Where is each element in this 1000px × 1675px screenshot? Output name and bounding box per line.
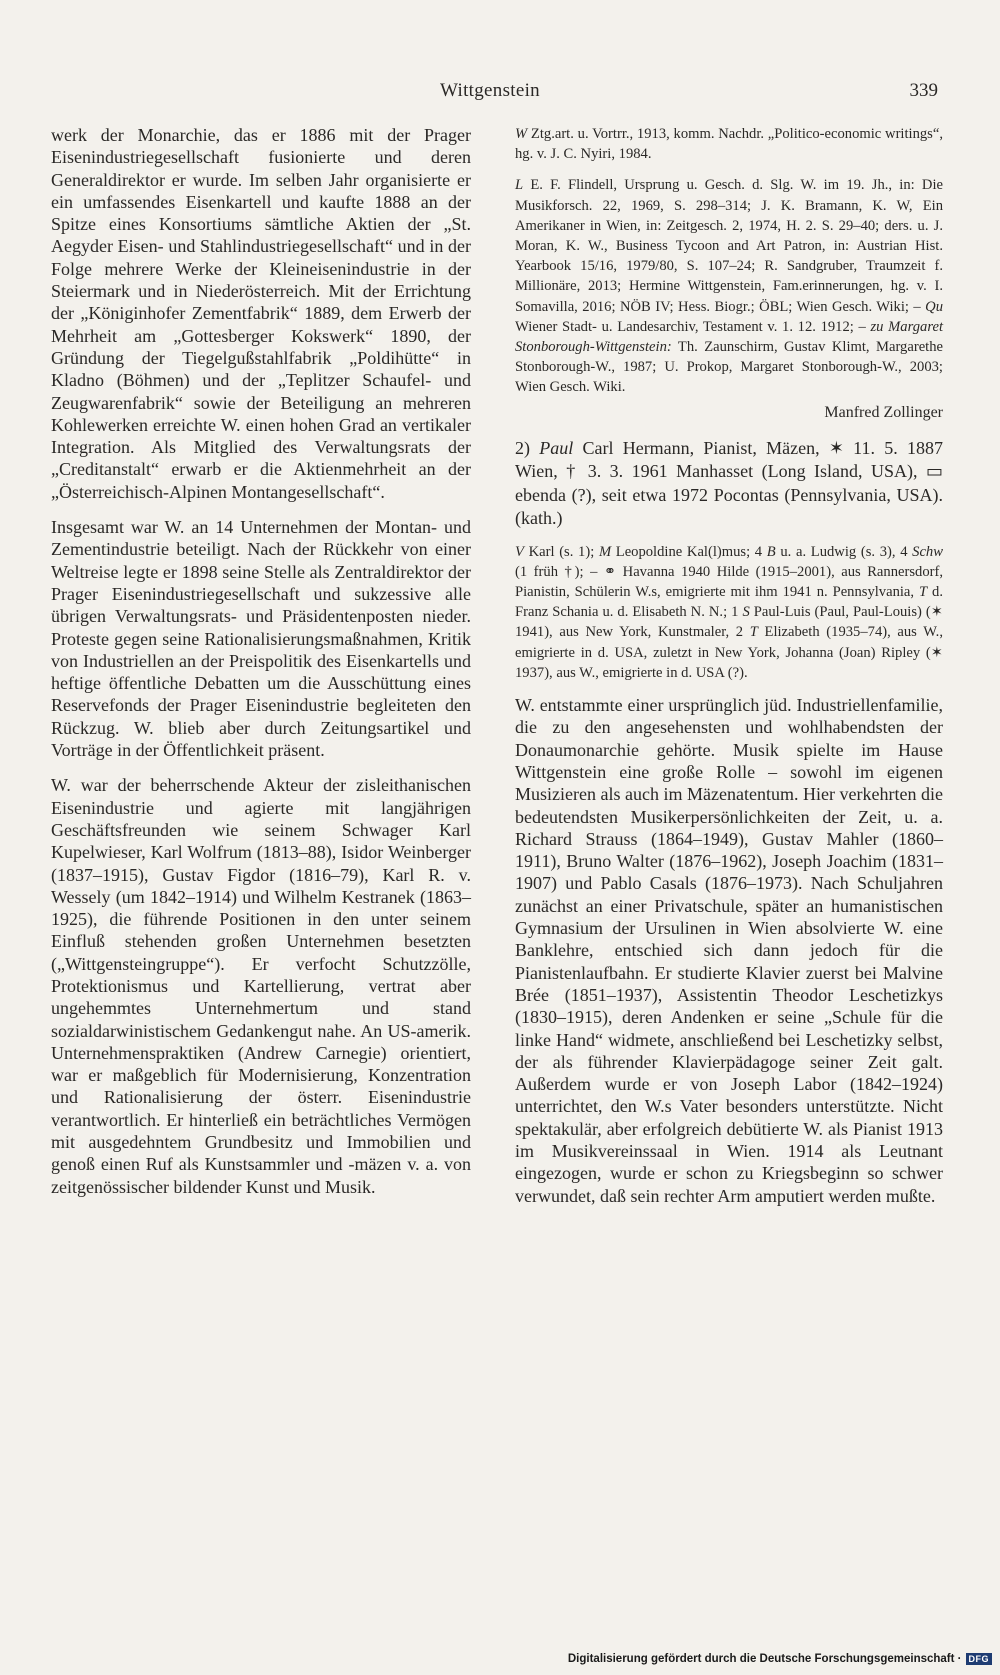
genealogy-text: (1 früh †); – ⚭ Havanna 1940 Hilde (1915–2001), aus Rannersdorf, Pianistin, Schülerin W.s, emigrierte mit ihm 1941 n. Pennsylvania, (515, 563, 943, 601)
page-number: 339 (909, 80, 938, 101)
genealogy-label: B (766, 543, 776, 560)
sources-label: Qu (925, 298, 943, 315)
literature-label: L (515, 177, 524, 194)
paragraph-retirement: Insgesamt war W. an 14 Unternehmen der Montan- und Zementindustrie beteiligt. Nach der Rückkehr von einer Weltreise legte er 1898 seine Stelle als Zentraldirektor der Prager Eisenindustriegesellschaft und sukzessive alle übrigen Verwaltungsrats- und Präsidentenposten nieder. Proteste gegen seine Rationalisierungsmaßnahmen, Kritik von Industriellen an der Preispolitik des Eisenkartells und heftige öffentliche Debatten um die Ausschüttung eines Reservefonds der Prager Eisenindustrie begleiteten den Rückzug. W. blieb aber durch Zeitungsartikel und Vorträge in der Öffentlichkeit präsent. (51, 517, 471, 761)
author-signature: Manfred Zollinger (824, 403, 943, 421)
genealogy-label: T (749, 624, 758, 641)
works-section (515, 124, 943, 164)
genealogy-text: Leopoldine Kal(l)mus; 4 (611, 543, 767, 560)
literature-section (515, 175, 943, 397)
literature-text: E. F. Flindell, Ursprung u. Gesch. d. Slg. W. im 19. Jh., in: Die Musikforsch. 22, 1969, S. 298–314; J. K. Bramann, K. W, Ein Amerikaner in Wien, in: Zeitgesch. 2, 1974, H. 2. S. 29–40; ders. u. J. Moran, K. W., Business Tycoon and Art Patron, in: Austrian Hist. Yearbook 15/16, 1979/80, S. 107–24; R. Sandgruber, Traumzeit f. Millionäre, 2013; Hermine Wittgenstein, Fam.erinnerungen, hg. v. I. Somavilla, 2016; NÖB IV; Hess. Biogr.; ÖBL; Wien Gesch. Wiki; – (515, 177, 943, 315)
running-header-title: Wittgenstein (440, 80, 540, 101)
entry-heading-text: Carl Hermann, Pianist, Mäzen, ✶ 11. 5. 1887 Wien, † 3. 3. 1961 Manhasset (Long Island, USA), ▭ ebenda (?), seit etwa 1972 Pocontas (Pennsylvania, USA). (kath.) (515, 437, 943, 529)
works-text: Ztg.art. u. Vortrr., 1913, komm. Nachdr. „Politico-economic writings“, hg. v. J. C. Nyiri, 1984. (515, 126, 943, 163)
sources-text: Wiener Stadt- u. Landesarchiv, Testament v. 1. 12. 1912; – (515, 318, 871, 335)
left-column (51, 124, 471, 1198)
genealogy-text: d. Franz Schania u. d. Elisabeth N. N.; 1 (515, 584, 943, 621)
genealogy-label: V (515, 543, 524, 560)
footer-text: Digitalisierung gefördert durch die Deutsche Forschungsgemeinschaft · (567, 1653, 962, 1665)
margaret-literature-text: Th. Zaunschirm, Gustav Klimt, Margarethe Stonborough-W., 1987; U. Prokop, Margaret Stonborough-W., 2003; Wien Gesch. Wiki. (515, 339, 943, 396)
genealogy-label: T (918, 584, 928, 601)
works-label: W (515, 126, 528, 142)
genealogy-label: S (742, 604, 750, 621)
digitization-footer (568, 1653, 992, 1665)
entry-heading-paul (515, 437, 943, 531)
genealogy-section (515, 542, 943, 683)
genealogy-label: M (598, 543, 612, 560)
dfg-logo-icon: DFG (966, 1653, 993, 1665)
paragraph-biography-paul: W. entstammte einer ursprünglich jüd. Industriellenfamilie, die zu den angesehensten und wohlhabendsten der Donaumonarchie gehörte. Musik spielte im Hause Wittgenstein eine große Rolle – sowohl im eigenen Musizieren als auch im Mäzenatentum. Hier verkehrten die bedeutendsten Musikerpersönlichkeiten der Zeit, u. a. Richard Strauss (1864–1949), Gustav Mahler (1860–1911), Bruno Walter (1876–1962), Joseph Joachim (1831–1907) und Pablo Casals (1876–1973). Nach Schuljahren zunächst an einer Privatschule, später an humanistischen Gymnasium der Ursulinen in Wien absolvierte W. eine Banklehre, entschied sich dann jedoch für die Pianistenlaufbahn. Er studierte Klavier zuerst bei Malvine Brée (1851–1937), Assistentin Theodor Leschetizkys (1830–1915), deren Andenken er seine „Schule für die linke Hand“ widmete, anschließend bei Leschetizky selbst, der als führender Klavierpädagoge seiner Zeit galt. Außerdem wurde er von Joseph Labor (1842–1924) unterrichtet, den W.s Vater besonders unterstützte. Nicht spektakulär, aber erfolgreich debütierte W. als Pianist 1913 im Musikvereinssaal in Wien. 1914 als Leutnant eingezogen, wurde er schon zu Kriegsbeginn so schwer verwundet, daß sein rechter Arm amputiert werden mußte. (515, 695, 943, 1206)
paragraph-legacy: W. war der beherrschende Akteur der zisleithanischen Eisenindustrie und agierte mit langjährigen Geschäftsfreunden wie seinem Schwager Karl Kupelwieser, Karl Wolfrum (1813–88), Isidor Weinberger (1837–1915), Gustav Figdor (1816–79), Karl R. v. Wessely (um 1842–1914) und Wilhelm Kestranek (1863–1925), die führende Positionen in den unter seinem Einfluß stehenden großen Unternehmen besetzten („Wittgensteingruppe“). Er verfocht Schutzzölle, Protektionismus und Kartellierung, vertrat aber ungehemmtes Unternehmertum und stand sozialdarwinistischem Gedankengut nahe. An US-amerik. Unternehmenspraktiken (Andrew Carnegie) orientiert, war er maßgeblich für Modernisierung, Konzentration und Rationalisierung der österr. Eisenindustrie verantwortlich. Er hinterließ ein beträchtliches Vermögen mit ausgedehntem Grundbesitz und Immobilien und genoß einen Ruf als Kunstsammler und -mäzen v. a. von zeitgenössischer bildender Kunst und Musik. (51, 775, 471, 1197)
right-column (515, 124, 943, 1207)
entry-name: Paul (539, 437, 574, 458)
genealogy-label: Schw (912, 543, 943, 560)
paragraph-career: werk der Monarchie, das er 1886 mit der Prager Eisenindustriegesellschaft fusionierte und deren Generaldirektor er wurde. Im selben Jahr organisierte er ein umfassendes Eisenkartell und kaufte 1888 an der Spitze eines Konsortiums sämtliche Aktien der „St. Aegyder Eisen- und Stahlindustriegesellschaft“ und in der Folge mehrere Werke der Kleineisenindustrie in der Steiermark und in Niederösterreich. Mit der Errichtung der „Königinhofer Zementfabrik“ 1889, dem Erwerb der Mehrheit am „Gottesberger Kokswerk“ 1890, der Gründung der Tiegelgußstahlfabrik „Poldihütte“ in Kladno (Böhmen) und der „Teplitzer Schaufel- und Zeugwarenfabrik“ sowie der Beteiligung an mehreren Kohlewerken erreichte W. einen hohen Grad an vertikaler Integration. Als Mitglied des Verwaltungsrats der „Creditanstalt“ erwarb er die Aktienmehrheit an der „Österreichisch-Alpinen Montangesellschaft“. (51, 125, 471, 502)
genealogy-text: Karl (s. 1); (523, 543, 599, 560)
margaret-label: zu Margaret Stonborough-Wittgenstein: (515, 318, 943, 356)
genealogy-text: Elizabeth (1935–74), aus W., emigrierte in d. USA, zuletzt in New York, Johanna (Joan) Ripley (✶ 1937), aus W., emigrierte in d. USA (?). (515, 624, 943, 681)
genealogy-text: u. a. Ludwig (s. 3), 4 (775, 543, 913, 560)
genealogy-text: Paul-Luis (Paul, Paul-Louis) (✶ 1941), aus New York, Kunstmaler, 2 (515, 604, 943, 641)
entry-number: 2) (515, 437, 540, 458)
